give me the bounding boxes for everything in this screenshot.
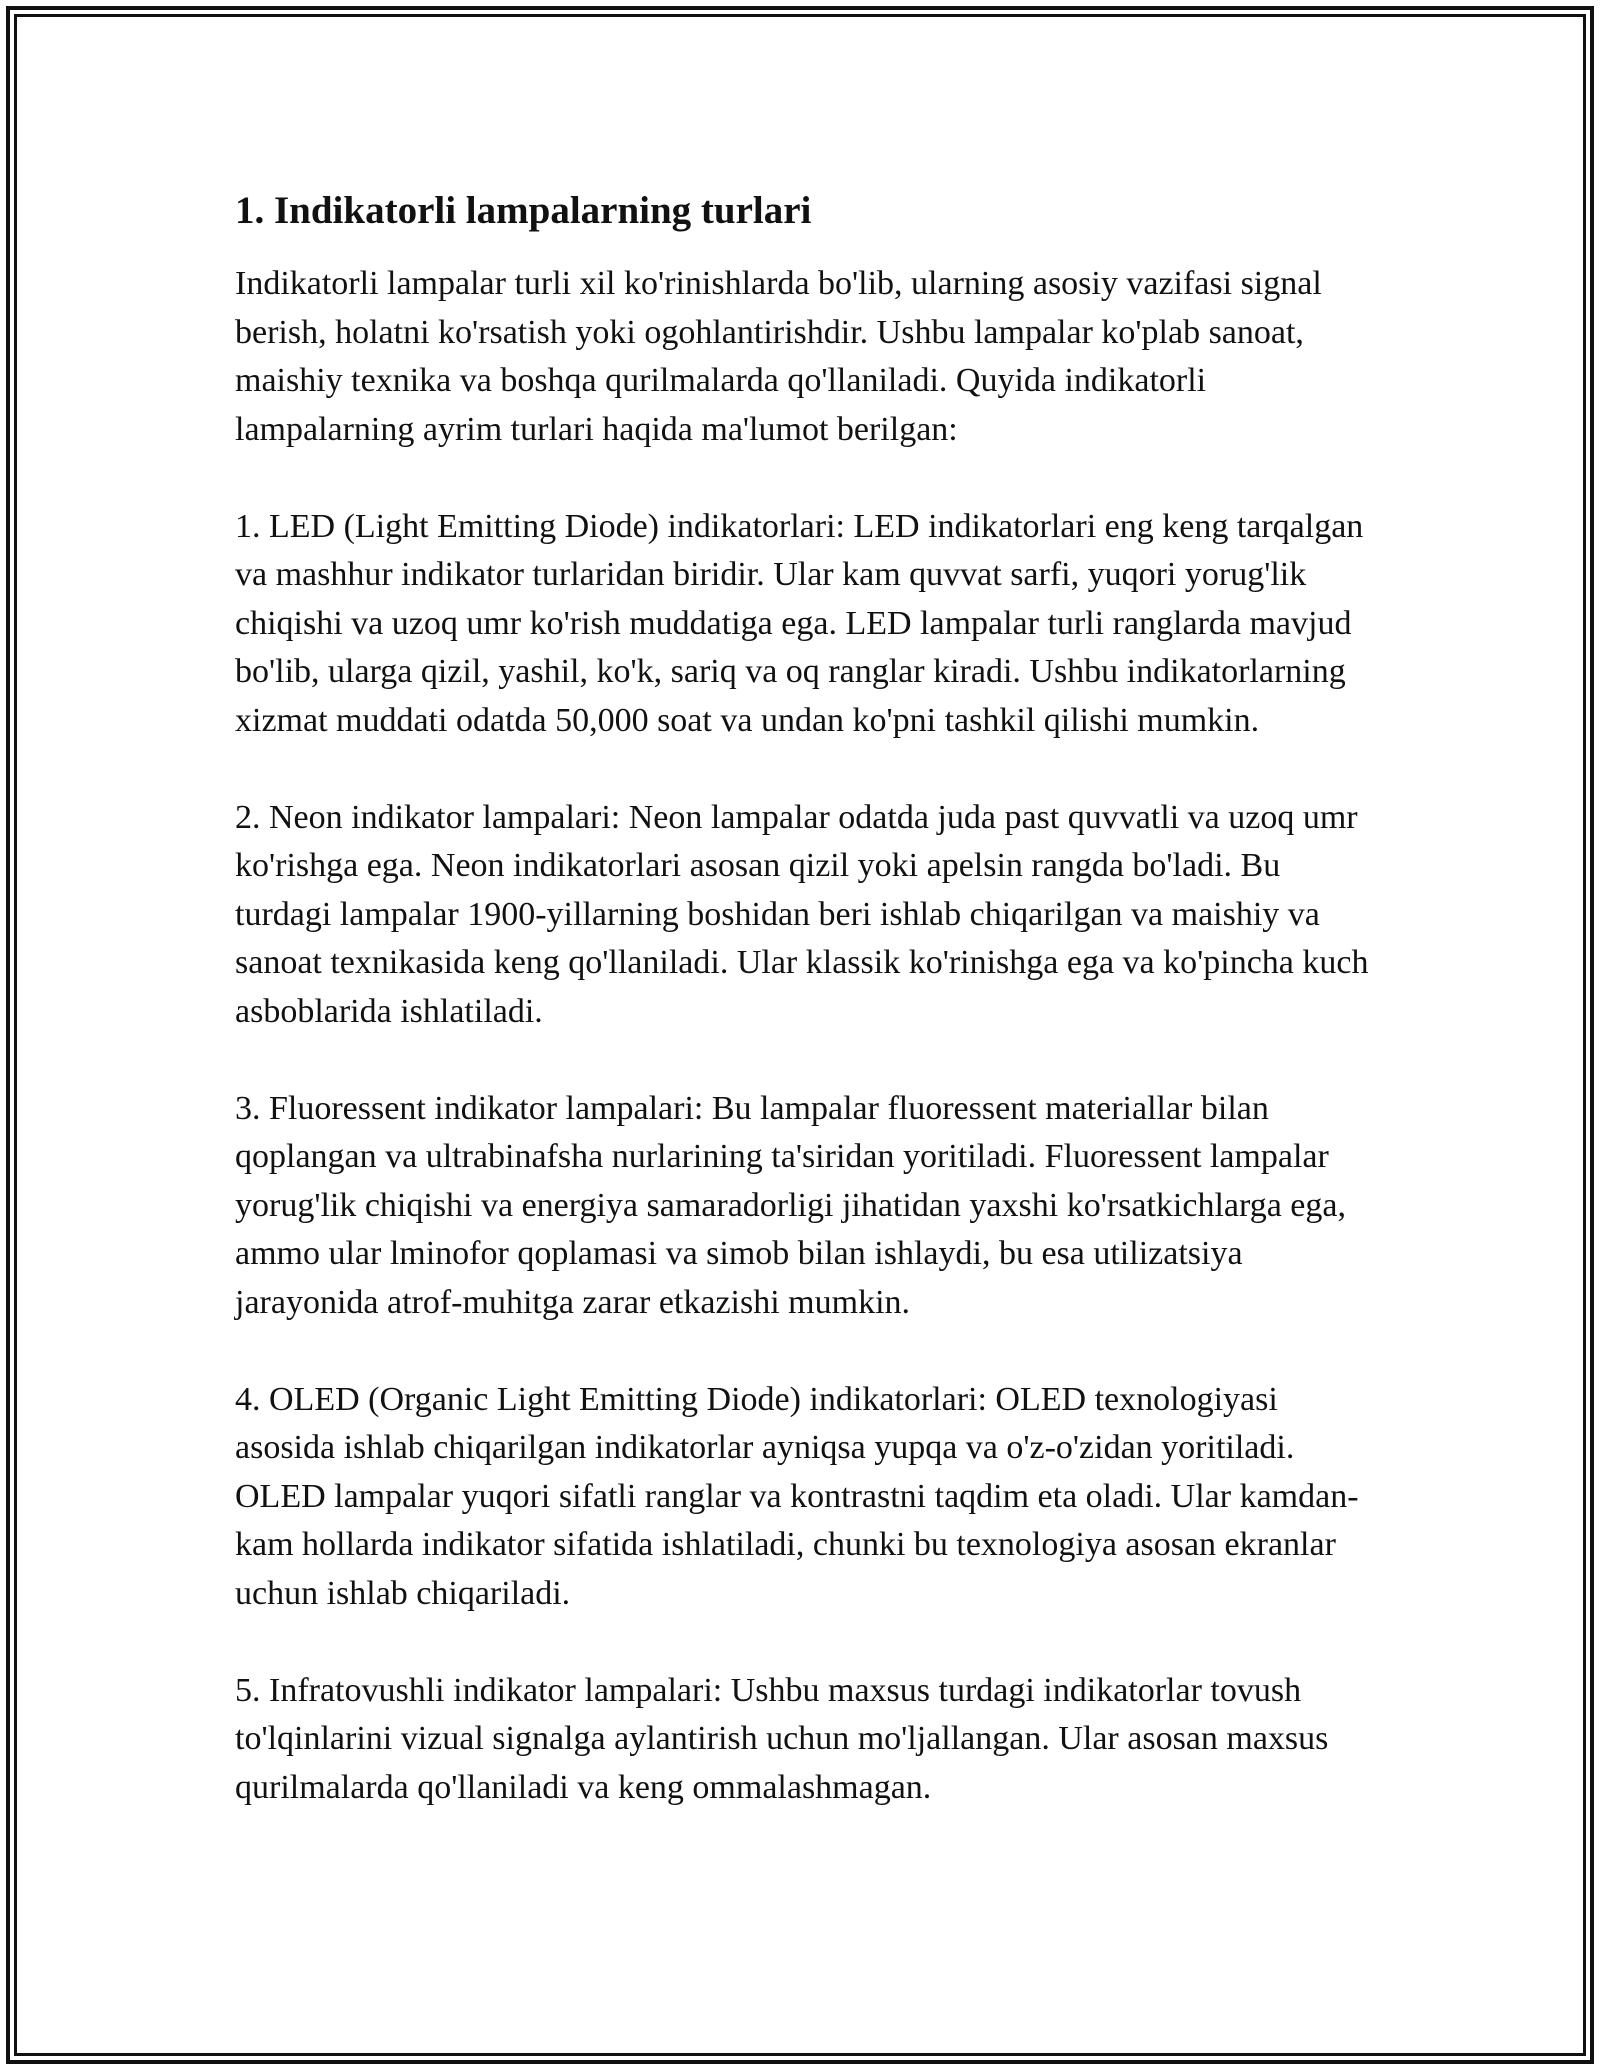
list-item-oled: 4. OLED (Organic Light Emitting Diode) indikatorlari: OLED texnologiyasi asosida ishlab chiqarilgan indikatorlar ayniqsa yupqa va o'z-o'zidan yoritiladi. OLED lampalar yuqori sifatli ranglar va kontrastni taqdim eta oladi. Ular kamdan-kam hollarda indikator sifatida ishlatiladi, chunki bu texnologiya asosan ekranlar uchun ishlab chiqariladi. [235,1380,1359,1612]
section-title: 1. Indikatorli lampalarning turlari [235,189,812,232]
intro-paragraph: Indikatorli lampalar turli xil ko'rinishlarda bo'lib, ularning asosiy vazifasi signal berish, holatni ko'rsatish yoki ogohlantirishdir. Ushbu lampalar ko'plab sanoat, maishiy texnika va boshqa qurilmalarda qo'llaniladi. Quyida indikatorli lampalarning ayrim turlari haqida ma'lumot berilgan: [235,265,1322,448]
list-item-infrasound: 5. Infratovushli indikator lampalari: Ushbu maxsus turdagi indikatorlar tovush to'lqinlarini vizual signalga aylantirish uchun mo'ljallangan. Ular asosan maxsus qurilmalarda qo'llaniladi va keng ommalashmagan. [235,1671,1329,1806]
list-item-led: 1. LED (Light Emitting Diode) indikatorlari: LED indikatorlari eng keng tarqalgan va mashhur indikator turlaridan biridir. Ular kam quvvat sarfi, yuqori yorug'lik chiqishi va uzoq umr ko'rish muddatiga ega. LED lampalar turli ranglarda mavjud bo'lib, ularga qizil, yashil, ko'k, sariq va oq ranglar kiradi. Ushbu indikatorlarning xizmat muddati odatda 50,000 soat va undan ko'pni tashkil qilishi mumkin. [235,507,1364,739]
document-body [235,186,1375,1812]
list-item-neon: 2. Neon indikator lampalari: Neon lampalar odatda juda past quvvatli va uzoq umr ko'rishga ega. Neon indikatorlari asosan qizil yoki apelsin rangda bo'ladi. Bu turdagi lampalar 1900-yillarning boshidan beri ishlab chiqarilgan va maishiy va sanoat texnikasida keng qo'llaniladi. Ular klassik ko'rinishga ega va ko'pincha kuch asboblarida ishlatiladi. [235,798,1369,1030]
list-item-fluorescent: 3. Fluoressent indikator lampalari: Bu lampalar fluoressent materiallar bilan qoplangan va ultrabinafsha nurlarining ta'siridan yoritiladi. Fluoressent lampalar yorug'lik chiqishi va energiya samaradorligi jihatidan yaxshi ko'rsatkichlarga ega, ammo ular lminofor qoplamasi va simob bilan ishlaydi, bu esa utilizatsiya jarayonida atrof-muhitga zarar etkazishi mumkin. [235,1089,1346,1321]
